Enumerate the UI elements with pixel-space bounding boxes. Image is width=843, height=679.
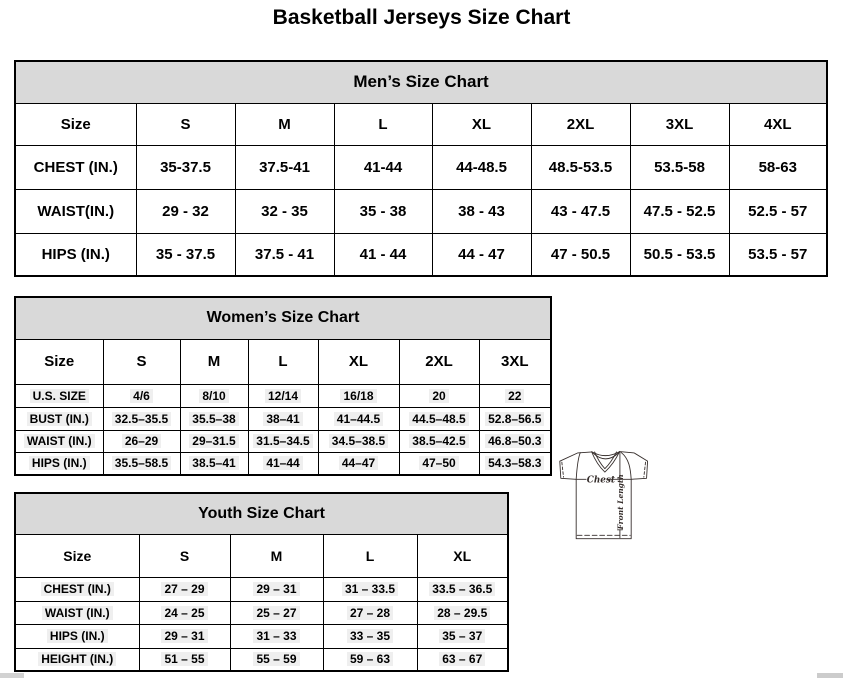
table-row [15,189,827,233]
size-value-cell: 35 - 38 [334,189,432,233]
size-value-cell: 54.3–58.3 [479,452,551,475]
column-header: Size [15,534,139,577]
size-value-cell: 29 – 31 [230,577,323,601]
column-header: XL [318,339,399,384]
size-value-cell: 44-48.5 [432,145,531,189]
table-row [15,452,551,475]
row-label: BUST (IN.) [15,407,103,430]
size-value-cell: 38 - 43 [432,189,531,233]
column-header: 2XL [531,103,630,145]
size-value-cell: 31 – 33.5 [323,577,417,601]
size-value-cell: 32.5–35.5 [103,407,180,430]
size-value-cell: 33.5 – 36.5 [417,577,508,601]
size-value-cell: 47 - 50.5 [531,233,630,276]
table-row [15,577,508,601]
column-header: Size [15,339,103,384]
table-title: Women’s Size Chart [15,297,551,339]
size-value-cell: 55 – 59 [230,648,323,671]
size-value-cell: 25 – 27 [230,601,323,624]
size-value-cell: 35.5–38 [180,407,248,430]
size-value-cell: 22 [479,384,551,407]
size-value-cell: 43 - 47.5 [531,189,630,233]
jersey-left-seam [576,453,580,480]
scrollbar-fragment-right [817,673,843,678]
table-title: Youth Size Chart [15,493,508,534]
column-header: S [136,103,235,145]
row-label: U.S. SIZE [15,384,103,407]
size-value-cell: 27 – 29 [139,577,230,601]
size-value-cell: 16/18 [318,384,399,407]
size-value-cell: 38.5–42.5 [399,430,479,452]
size-value-cell: 53.5 - 57 [729,233,827,276]
page-title: Basketball Jerseys Size Chart [272,6,571,29]
table-title: Men’s Size Chart [15,61,827,103]
left-cuff-dashed-line [562,462,564,477]
size-value-cell: 59 – 63 [323,648,417,671]
row-label: WAIST (IN.) [15,601,139,624]
row-label: HIPS (IN.) [15,452,103,475]
mens-size-chart-table [14,60,828,277]
size-value-cell: 28 – 29.5 [417,601,508,624]
size-value-cell: 58-63 [729,145,827,189]
size-value-cell: 44 - 47 [432,233,531,276]
row-label: WAIST(IN.) [15,189,136,233]
scrollbar-fragment-left [0,673,24,678]
size-value-cell: 38.5–41 [180,452,248,475]
column-header: 3XL [630,103,729,145]
size-value-cell: 24 – 25 [139,601,230,624]
jersey-left-sleeve [560,452,592,479]
size-value-cell: 48.5-53.5 [531,145,630,189]
column-header: S [139,534,230,577]
row-label: CHEST (IN.) [15,577,139,601]
table-row [15,601,508,624]
column-header: XL [417,534,508,577]
row-label: WAIST (IN.) [15,430,103,452]
size-value-cell: 12/14 [248,384,318,407]
front-length-label: Front Length [615,474,625,530]
table-row [15,648,508,671]
column-header: M [235,103,334,145]
size-value-cell: 41–44.5 [318,407,399,430]
size-value-cell: 44–47 [318,452,399,475]
size-value-cell: 37.5 - 41 [235,233,334,276]
size-value-cell: 63 – 67 [417,648,508,671]
size-value-cell: 46.8–50.3 [479,430,551,452]
size-value-cell: 53.5-58 [630,145,729,189]
size-value-cell: 31.5–34.5 [248,430,318,452]
size-value-cell: 37.5-41 [235,145,334,189]
size-value-cell: 52.5 - 57 [729,189,827,233]
size-value-cell: 50.5 - 53.5 [630,233,729,276]
size-value-cell: 35-37.5 [136,145,235,189]
size-value-cell: 20 [399,384,479,407]
column-header: 2XL [399,339,479,384]
column-header: M [230,534,323,577]
size-value-cell: 44.5–48.5 [399,407,479,430]
size-value-cell: 32 - 35 [235,189,334,233]
table-row [15,233,827,276]
size-value-cell: 34.5–38.5 [318,430,399,452]
column-header: L [334,103,432,145]
size-value-cell: 52.8–56.5 [479,407,551,430]
table-row [15,430,551,452]
column-header: 3XL [479,339,551,384]
size-value-cell: 41–44 [248,452,318,475]
youth-size-chart-table [14,492,509,672]
size-value-cell: 26–29 [103,430,180,452]
table-row [15,624,508,648]
size-value-cell: 33 – 35 [323,624,417,648]
column-header: S [103,339,180,384]
size-value-cell: 47.5 - 52.5 [630,189,729,233]
column-header: M [180,339,248,384]
size-value-cell: 41 - 44 [334,233,432,276]
size-value-cell: 29 – 31 [139,624,230,648]
table-row [15,384,551,407]
size-value-cell: 27 – 28 [323,601,417,624]
size-value-cell: 35.5–58.5 [103,452,180,475]
row-label: HEIGHT (IN.) [15,648,139,671]
size-value-cell: 4/6 [103,384,180,407]
size-value-cell: 31 – 33 [230,624,323,648]
row-label: CHEST (IN.) [15,145,136,189]
size-value-cell: 29 - 32 [136,189,235,233]
size-value-cell: 29–31.5 [180,430,248,452]
womens-size-chart-table [14,296,552,476]
size-value-cell: 38–41 [248,407,318,430]
column-header: XL [432,103,531,145]
size-value-cell: 47–50 [399,452,479,475]
size-value-cell: 51 – 55 [139,648,230,671]
row-label: HIPS (IN.) [15,233,136,276]
row-label: HIPS (IN.) [15,624,139,648]
column-header: L [323,534,417,577]
jersey-measurement-diagram [555,360,843,630]
column-header: Size [15,103,136,145]
size-value-cell: 35 – 37 [417,624,508,648]
right-cuff-dashed-line [644,462,646,477]
column-header: L [248,339,318,384]
column-header: 4XL [729,103,827,145]
size-value-cell: 35 - 37.5 [136,233,235,276]
chest-label: Chest [586,475,616,486]
size-value-cell: 8/10 [180,384,248,407]
table-row [15,145,827,189]
table-row [15,407,551,430]
size-value-cell: 41-44 [334,145,432,189]
